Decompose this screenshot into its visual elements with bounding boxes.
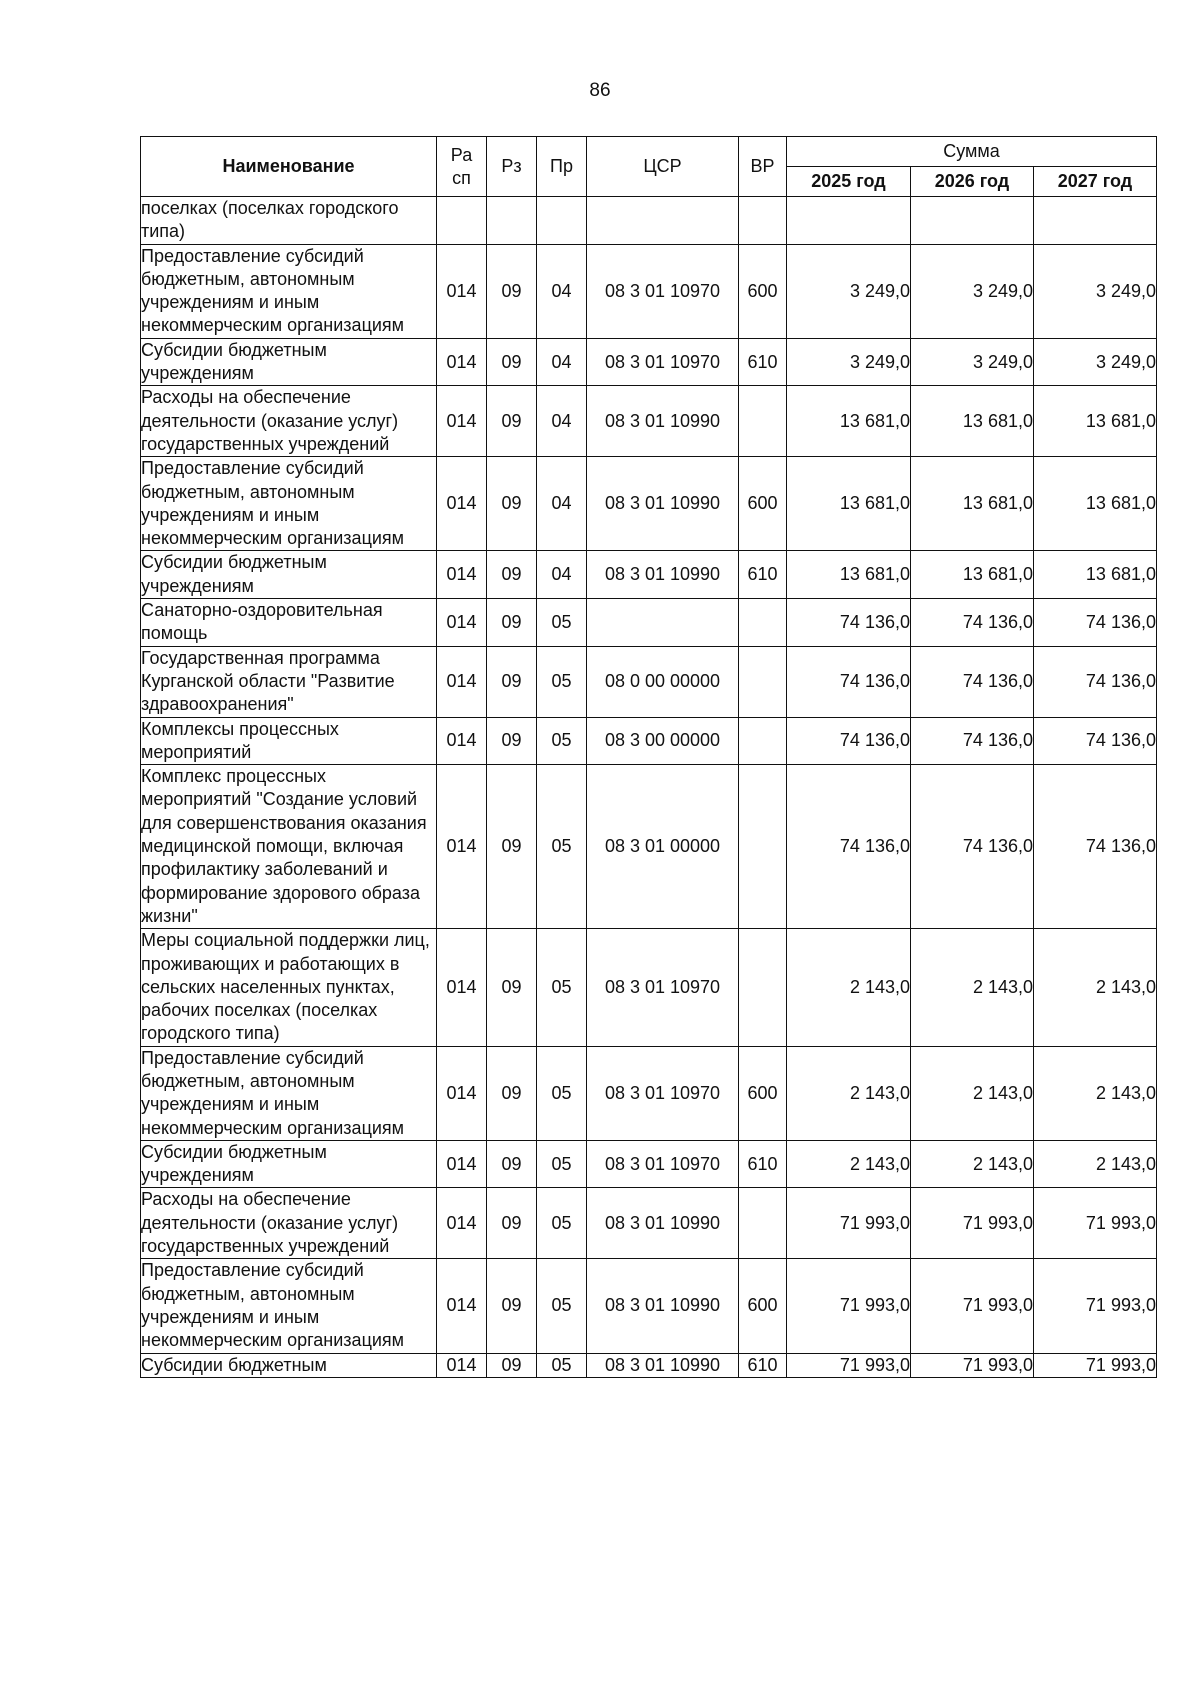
cell-name: Предоставление субсидий бюджетным, автономным учреждениям и иным некоммерческим организациям [141,457,437,551]
cell-name: поселках (поселках городского типа) [141,197,437,245]
cell-pr [537,197,587,245]
cell-vr [739,717,787,765]
cell-pr: 05 [537,717,587,765]
cell-csr: 08 3 01 10970 [587,338,739,386]
cell-2025: 2 143,0 [787,929,911,1046]
cell-2027: 13 681,0 [1034,457,1157,551]
cell-vr [739,765,787,929]
cell-rasp: 014 [437,338,487,386]
column-header-2026: 2026 год [911,167,1034,197]
cell-name: Субсидии бюджетным учреждениям [141,1140,437,1188]
cell-name: Субсидии бюджетным [141,1353,437,1377]
cell-rasp: 014 [437,646,487,717]
cell-csr: 08 0 00 00000 [587,646,739,717]
cell-2025: 71 993,0 [787,1259,911,1353]
cell-vr: 610 [739,338,787,386]
cell-2027: 2 143,0 [1034,1046,1157,1140]
table-row [141,599,1157,647]
cell-2026: 74 136,0 [911,765,1034,929]
cell-rasp: 014 [437,386,487,457]
cell-2026: 13 681,0 [911,386,1034,457]
cell-name: Субсидии бюджетным учреждениям [141,551,437,599]
cell-pr: 05 [537,646,587,717]
cell-rz: 09 [487,244,537,338]
table-row [141,765,1157,929]
cell-csr [587,599,739,647]
cell-pr: 04 [537,386,587,457]
cell-pr: 05 [537,599,587,647]
cell-2027 [1034,197,1157,245]
cell-2026: 2 143,0 [911,1140,1034,1188]
cell-rz: 09 [487,1140,537,1188]
cell-rz: 09 [487,646,537,717]
column-header-pr: Пр [537,137,587,197]
cell-rasp: 014 [437,457,487,551]
cell-2025: 13 681,0 [787,386,911,457]
cell-rz: 09 [487,717,537,765]
cell-name: Комплексы процессных мероприятий [141,717,437,765]
cell-vr: 600 [739,457,787,551]
cell-2025: 3 249,0 [787,338,911,386]
cell-2026: 13 681,0 [911,457,1034,551]
cell-rasp: 014 [437,765,487,929]
table-row [141,1188,1157,1259]
cell-2026: 3 249,0 [911,338,1034,386]
cell-2027: 71 993,0 [1034,1353,1157,1377]
cell-pr: 04 [537,244,587,338]
table-row [141,386,1157,457]
cell-rasp: 014 [437,599,487,647]
column-header-vr: ВР [739,137,787,197]
cell-rz: 09 [487,1259,537,1353]
cell-csr: 08 3 00 00000 [587,717,739,765]
column-header-rz: Рз [487,137,537,197]
table-row [141,717,1157,765]
cell-pr: 04 [537,551,587,599]
cell-2025: 74 136,0 [787,765,911,929]
cell-2027: 13 681,0 [1034,551,1157,599]
cell-name: Комплекс процессных мероприятий "Создание условий для совершенствования оказания медицинской помощи, включая профилактику заболеваний и формирование здорового образа жизни" [141,765,437,929]
cell-pr: 05 [537,765,587,929]
cell-vr: 610 [739,551,787,599]
table-row [141,929,1157,1046]
table-row [141,551,1157,599]
cell-rz: 09 [487,929,537,1046]
cell-rz: 09 [487,338,537,386]
cell-csr: 08 3 01 10990 [587,386,739,457]
cell-vr [739,1188,787,1259]
table-row [141,338,1157,386]
cell-2026: 71 993,0 [911,1353,1034,1377]
cell-csr: 08 3 01 00000 [587,765,739,929]
cell-name: Государственная программа Курганской области "Развитие здравоохранения" [141,646,437,717]
cell-2026: 2 143,0 [911,1046,1034,1140]
cell-vr [739,599,787,647]
cell-rasp: 014 [437,244,487,338]
cell-vr [739,646,787,717]
cell-name: Субсидии бюджетным учреждениям [141,338,437,386]
cell-2025: 71 993,0 [787,1188,911,1259]
cell-csr: 08 3 01 10990 [587,1353,739,1377]
cell-2027: 71 993,0 [1034,1188,1157,1259]
cell-2025: 3 249,0 [787,244,911,338]
column-header-2027: 2027 год [1034,167,1157,197]
budget-table [140,136,1157,1378]
cell-2026: 2 143,0 [911,929,1034,1046]
cell-csr: 08 3 01 10990 [587,551,739,599]
cell-csr: 08 3 01 10970 [587,929,739,1046]
cell-2025: 13 681,0 [787,551,911,599]
cell-pr: 04 [537,338,587,386]
cell-2027: 74 136,0 [1034,646,1157,717]
table-row [141,1259,1157,1353]
cell-2026: 74 136,0 [911,599,1034,647]
cell-rz: 09 [487,1046,537,1140]
cell-2027: 3 249,0 [1034,244,1157,338]
cell-2026: 71 993,0 [911,1259,1034,1353]
cell-rasp: 014 [437,929,487,1046]
cell-pr: 05 [537,1188,587,1259]
column-header-rasp: Ра сп [437,137,487,197]
cell-rz: 09 [487,457,537,551]
cell-rasp: 014 [437,1140,487,1188]
cell-rasp: 014 [437,717,487,765]
page-number: 86 [589,80,611,101]
cell-pr: 05 [537,1140,587,1188]
cell-2025: 2 143,0 [787,1140,911,1188]
cell-rz: 09 [487,1188,537,1259]
cell-vr: 600 [739,244,787,338]
cell-rasp: 014 [437,1259,487,1353]
cell-2027: 3 249,0 [1034,338,1157,386]
cell-2026: 71 993,0 [911,1188,1034,1259]
cell-rz: 09 [487,599,537,647]
cell-2026: 74 136,0 [911,646,1034,717]
cell-rasp [437,197,487,245]
cell-csr: 08 3 01 10990 [587,1259,739,1353]
cell-name: Предоставление субсидий бюджетным, автономным учреждениям и иным некоммерческим организациям [141,1046,437,1140]
table-row [141,457,1157,551]
table-body [141,197,1157,1378]
cell-2025: 74 136,0 [787,646,911,717]
cell-2027: 71 993,0 [1034,1259,1157,1353]
cell-vr: 600 [739,1046,787,1140]
cell-rz: 09 [487,1353,537,1377]
column-header-csr: ЦСР [587,137,739,197]
cell-csr: 08 3 01 10970 [587,1140,739,1188]
cell-rz [487,197,537,245]
cell-name: Предоставление субсидий бюджетным, автономным учреждениям и иным некоммерческим организациям [141,244,437,338]
cell-csr: 08 3 01 10970 [587,244,739,338]
cell-2025: 74 136,0 [787,599,911,647]
cell-2027: 13 681,0 [1034,386,1157,457]
cell-vr [739,386,787,457]
cell-2026: 13 681,0 [911,551,1034,599]
cell-rz: 09 [487,765,537,929]
cell-vr [739,929,787,1046]
cell-rasp: 014 [437,1046,487,1140]
cell-rz: 09 [487,386,537,457]
cell-vr: 610 [739,1353,787,1377]
cell-2027: 74 136,0 [1034,599,1157,647]
table-header-row [141,137,1157,167]
cell-csr: 08 3 01 10970 [587,1046,739,1140]
cell-pr: 04 [537,457,587,551]
cell-name: Меры социальной поддержки лиц, проживающих и работающих в сельских населенных пунктах, рабочих поселках (поселках городского типа) [141,929,437,1046]
cell-name: Санаторно-оздоровительная помощь [141,599,437,647]
table-row [141,1353,1157,1377]
cell-csr [587,197,739,245]
cell-2027: 2 143,0 [1034,929,1157,1046]
table-row [141,1046,1157,1140]
cell-2026 [911,197,1034,245]
cell-pr: 05 [537,1353,587,1377]
cell-name: Расходы на обеспечение деятельности (оказание услуг) государственных учреждений [141,1188,437,1259]
cell-vr: 600 [739,1259,787,1353]
column-header-name: Наименование [141,137,437,197]
cell-rz: 09 [487,551,537,599]
cell-vr: 610 [739,1140,787,1188]
cell-pr: 05 [537,1259,587,1353]
cell-2025 [787,197,911,245]
cell-2026: 74 136,0 [911,717,1034,765]
column-header-2025: 2025 год [787,167,911,197]
cell-rasp: 014 [437,1188,487,1259]
cell-2025: 74 136,0 [787,717,911,765]
cell-rasp: 014 [437,551,487,599]
table-row [141,646,1157,717]
cell-2025: 71 993,0 [787,1353,911,1377]
cell-2027: 74 136,0 [1034,765,1157,929]
cell-2026: 3 249,0 [911,244,1034,338]
cell-2025: 13 681,0 [787,457,911,551]
table-row [141,197,1157,245]
cell-2025: 2 143,0 [787,1046,911,1140]
cell-name: Предоставление субсидий бюджетным, автономным учреждениям и иным некоммерческим организациям [141,1259,437,1353]
cell-2027: 74 136,0 [1034,717,1157,765]
table-row [141,1140,1157,1188]
cell-2027: 2 143,0 [1034,1140,1157,1188]
cell-vr [739,197,787,245]
cell-pr: 05 [537,1046,587,1140]
cell-name: Расходы на обеспечение деятельности (оказание услуг) государственных учреждений [141,386,437,457]
cell-csr: 08 3 01 10990 [587,1188,739,1259]
table-row [141,244,1157,338]
cell-pr: 05 [537,929,587,1046]
cell-rasp: 014 [437,1353,487,1377]
column-header-sum: Сумма [787,137,1157,167]
cell-csr: 08 3 01 10990 [587,457,739,551]
